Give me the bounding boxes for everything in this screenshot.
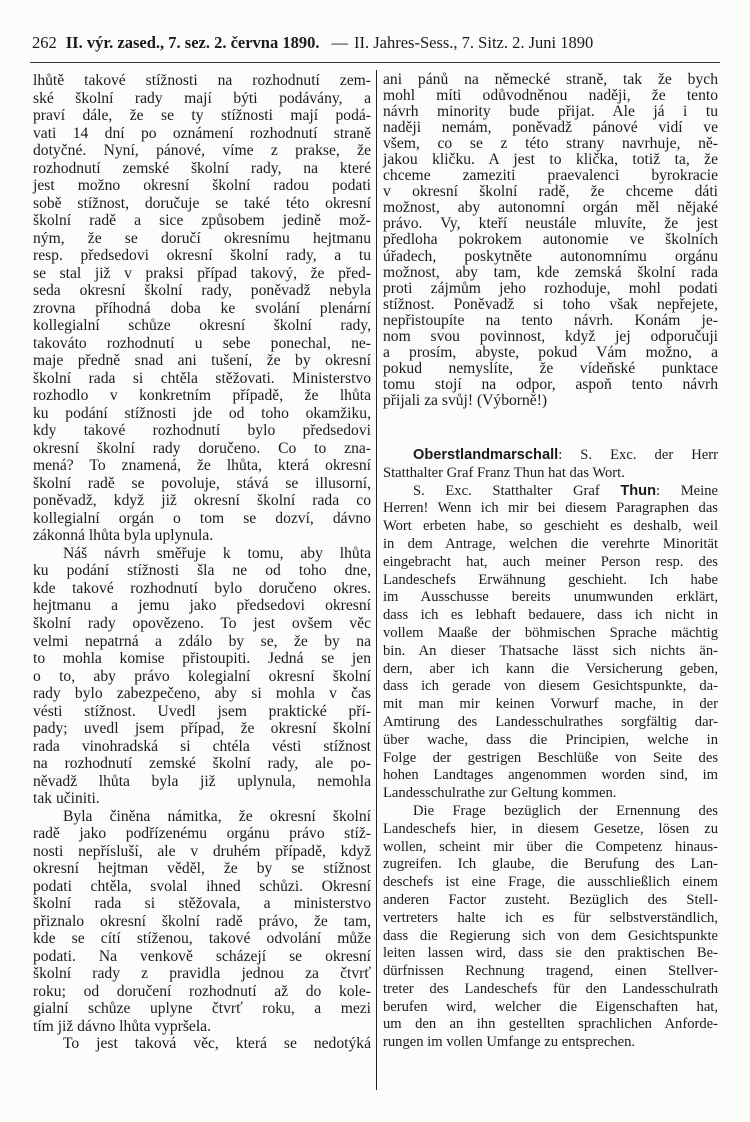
text-line: in dem Antrage, welchen die verehrte Minorität — [383, 535, 718, 552]
text-line: školní rada si stěžovala, a ministerstvo — [33, 895, 371, 913]
text-line: dotyčné. Nyní, pánové, víme z prakse, že — [33, 142, 371, 160]
running-header — [32, 33, 722, 55]
text-line: nom svou povinnost, když jej odporučuji — [383, 327, 718, 345]
text-line: úřadech, poskytněte autonomnímu orgánu — [383, 247, 718, 265]
text-line: návrh minority bude přijat. Ale já i tu — [383, 103, 718, 121]
right-column-czech-text — [383, 72, 718, 409]
text-line: Herren! Wenn ich mir bei diesem Paragraphen das — [383, 500, 718, 517]
text-line: To jest taková věc, která se nedotýká — [63, 1035, 371, 1053]
header-separator: — — [331, 33, 348, 52]
text-line: hejtmanu a jemu jako předsedovi okresní — [33, 597, 371, 615]
text-line: hohen Landtages angenommen worden sind, im — [383, 767, 718, 784]
text-line: nosti nepřísluší, ale v druhém případě, když — [33, 842, 371, 860]
text-line: zugreifen. Ich glaube, die Berufung des Lan- — [383, 856, 718, 873]
text-line: okresní hejtman věděl, že by se stížnost — [33, 860, 371, 878]
text-line: eingebracht hat, auch meiner Person resp. des — [383, 553, 718, 570]
right-column — [383, 72, 718, 1052]
text-line: kollegialní orgán o tom se dozví, dávno — [33, 509, 371, 527]
text-line: všem, co se z této strany navrhuje, ně- — [383, 135, 718, 153]
text-line: Die Frage bezüglich der Ernennung des — [413, 802, 718, 819]
text-line: velmi nepatrná a zdálo by se, že by na — [33, 632, 371, 650]
text-line: a prosím, abyste, pokud Vám možno, a — [383, 343, 718, 361]
text-line: zrovna příhodná doba ke svolání plenární — [33, 299, 371, 317]
text-line: mit man mir keinen Vorwurf mache, in der — [383, 696, 718, 713]
text-line: tím již dávno lhůta vypršela. — [33, 1017, 211, 1035]
text-line: možnost, aby tam, kde zemská školní rada — [383, 263, 718, 281]
text-line — [383, 483, 718, 501]
text-line: radě jako podřízenému orgánu právo stíž- — [33, 825, 371, 843]
text-line: ku podání stížnosti šla ne od toho dne, — [33, 562, 371, 580]
header-czech: II. výr. zased., 7. sez. 2. června 1890. — [65, 33, 320, 52]
text-line: tak učiniti. — [33, 790, 100, 808]
text-line: stížnost. Poněvadž si toho však nepřejete, — [383, 295, 718, 313]
text-line: okresní školní rady doručeno. Co to zna- — [33, 439, 371, 457]
text-line: o to, aby právo kolegialní okresní školní — [33, 667, 371, 685]
text-line: Wort erbeten habe, so geschieht es deshalb, weil — [383, 518, 718, 535]
text-line: maje předně snad ani tušení, že by okresní — [33, 352, 371, 370]
text-line: vésti stížnost. Uvedl jsem praktické pří- — [33, 702, 371, 720]
text-line: Landeschefs hier, in diesem Gesetze, lösen zu — [383, 820, 718, 837]
text-line: v okresní školní radě, že chceme dáti — [383, 183, 718, 201]
text-line: Folge der gestrigen Beschlüße von Seite des — [383, 749, 718, 766]
text-line: kde takové rozhodnutí bylo doručeno okres. — [33, 579, 371, 597]
text-line: deschefs ist eine Frage, die ausschließlich einem — [383, 874, 718, 891]
text-line: dass die Regierung sich von dem Gesichtspunkte — [383, 927, 718, 944]
text-line: proti zájmům jeho rozhoduje, mohl podati — [383, 279, 718, 297]
text-line: nepřistoupíte na tento návrh. Konám je- — [383, 311, 718, 329]
text-line: ným, že se doručí okresnímu hejtmanu — [33, 229, 371, 247]
text-line: něvadž lhůta byla již uplynula, nemohla — [33, 772, 371, 790]
header-german: II. Jahres-Sess., 7. Sitz. 2. Juni 1890 — [354, 33, 594, 52]
text-line: Amtirung des Landesschulrathes sorgfältig dar- — [383, 713, 718, 730]
text-line: ku podání stížnosti jde od toho okamžiku, — [33, 404, 371, 422]
text-line: ské školní rady mají býti podávány, a — [33, 89, 371, 107]
text-line: roku; od doručení rozhodnutí až do kole- — [33, 982, 371, 1000]
text-line: anderen Factor zusteht. Bezüglich des Stell- — [383, 891, 718, 908]
text-segment: : Meine — [656, 482, 718, 499]
text-line: tomu stojí na odpor, aspoň tento návrh — [383, 375, 718, 393]
text-line: praví dále, že se ty stížnosti mají podá- — [33, 107, 371, 125]
text-line: leiten lassen wird, dass sie den praktischen Be- — [383, 945, 718, 962]
text-line: jakou kličku. A jest to klička, totiž ta, že — [383, 151, 718, 169]
text-line: mená? To znamená, že lhůta, která okresní — [33, 457, 371, 475]
text-line: pokud nemyslíte, že vídeňské punktace — [383, 359, 718, 377]
text-line: právo. Vy, kteří neustále mluvíte, že jest — [383, 215, 718, 233]
text-line: poněvadž, když již okresní školní rada co — [33, 492, 371, 510]
header-rule — [30, 62, 720, 63]
text-line: podati. Na venkově scházejí se okresní — [33, 947, 371, 965]
text-line: resp. předsedovi okresní školní rady, a tu — [33, 247, 371, 265]
text-line: ani pánů na německé straně, tak že bych — [383, 71, 718, 88]
text-line: předloha pokrokem autonomie ve školních — [383, 231, 718, 249]
text-line: Byla činěna námitka, že okresní školní — [63, 807, 371, 825]
text-segment: : S. Exc. der Herr — [558, 446, 718, 463]
text-line: jest možno okresní školní radou podati — [33, 177, 371, 195]
column-divider — [376, 70, 377, 1090]
text-line: bin. An dieser Thatsache lässt sich nichts än- — [383, 642, 718, 659]
text-line: wollen, scheint mir über die Competenz hinaus- — [383, 838, 718, 855]
left-column — [33, 72, 371, 1053]
text-line: im Ausschusse bereits unumwunden erklärt, — [383, 589, 718, 606]
text-line: Náš návrh směřuje k tomu, aby lhůta — [63, 544, 371, 562]
text-line: se stal již v praksi případ takový, že před- — [33, 264, 371, 282]
text-line: na rozhodnutí zemské školní rady, ale po- — [33, 755, 371, 773]
text-line: Landeschefs Erwähnung geschieht. Ich habe — [383, 571, 718, 588]
text-line: vati 14 dní po oznámení rozhodnutí straně — [33, 124, 371, 142]
text-line: rada vinohradská si chtéla vésti stížnost — [33, 737, 371, 755]
text-line: Landesschulrathe zur Geltung kommen. — [383, 785, 617, 802]
text-line: zákonná lhůta byla uplynula. — [33, 527, 214, 545]
text-line: podati chtěla, svolal ihned schůzi. Okresní — [33, 877, 371, 895]
text-line: rady bylo zabezpečeno, aby si mohla v čas — [33, 685, 371, 703]
text-segment: S. Exc. Statthalter Graf — [413, 482, 621, 499]
text-line: přiznalo okresní školní radě právo, že tam, — [33, 912, 371, 930]
text-line: kde se cítí stíženou, takové odvolání může — [33, 930, 371, 948]
text-line: treter des Landeschefs für den Landesschulrath — [383, 980, 718, 997]
text-line: berufen wird, welcher die Eigenschaften hat, — [383, 998, 718, 1015]
text-line: školní rada si chtěla stěžovati. Ministerstvo — [33, 369, 371, 387]
text-line: kdy takové rozhodnutí bylo předsedovi — [33, 422, 371, 440]
speaker-name: Thun — [620, 482, 657, 499]
text-line: vertreters halte ich es für selbstverständlich, — [383, 909, 718, 926]
text-line: možnost, aby autonomní orgán měl nějaké — [383, 199, 718, 217]
text-line: chceme zameziti praevalenci byrokracie — [383, 167, 718, 185]
text-line: kollegialní schůze okresní školní rady, — [33, 317, 371, 335]
text-line: rozhodlo v konkretním případě, že lhůta — [33, 387, 371, 405]
text-line: sobě stížnost, doručuje se také této okresní — [33, 194, 371, 212]
text-line: rungen im vollen Umfange zu entsprechen. — [383, 1034, 636, 1051]
text-line: über wache, dass die Principien, welche in — [383, 731, 718, 748]
text-line: lhůtě takové stížnosti na rozhodnutí zem- — [33, 72, 371, 89]
text-line: takováto rozhodnutí u sebe ponechal, ne- — [33, 334, 371, 352]
text-line: vollem Maaße der böhmischen Sprache mächtig — [383, 624, 718, 641]
text-line: seda okresní školní rady, poněvadž nebyla — [33, 282, 371, 300]
text-line: školní rady opovězeno. To jest ovšem věc — [33, 614, 371, 632]
text-line: rozhodnutí zemské školní rady, na které — [33, 159, 371, 177]
text-line: dass ich es lebhaft bedauere, dass ich nicht in — [383, 607, 718, 624]
text-line: um den an ihn gestellten sprachlichen Anforde- — [383, 1016, 718, 1033]
page-number: 262 — [32, 33, 57, 52]
text-line: mohl míti odůvodněnou naději, že tento — [383, 87, 718, 105]
text-line: dass ich gerade von diesem Gesichtspunkte, da- — [383, 678, 718, 695]
text-line: dürfnissen Rechnung tragend, einen Stellver- — [383, 963, 718, 980]
text-line: školní rady z pravidla jednou za čtvrť — [33, 965, 371, 983]
text-line: školní radě a sice způsobem jedině mož- — [33, 212, 371, 230]
text-line: přijali za svůj! (Výborně!) — [383, 391, 548, 409]
text-line: gialní schůze uplyne čtvrť roku, a mezi — [33, 1000, 371, 1018]
text-line: dern, aber ich kann die Versicherung geben, — [383, 660, 718, 677]
right-column-german-text — [383, 447, 718, 1052]
text-line: pady; uvedl jsem případ, že okresní školní — [33, 720, 371, 738]
text-line — [383, 447, 718, 465]
text-line: to mohla komise přistoupiti. Jedná se jen — [33, 650, 371, 668]
text-line: Statthalter Graf Franz Thun hat das Wort. — [383, 464, 625, 481]
text-line: školní radě se povoluje, stává se illusorní, — [33, 474, 371, 492]
text-line: naději nemám, poněvadž pánové vidí ve — [383, 119, 718, 137]
speaker-name: Oberstlandmarschall — [413, 446, 559, 463]
